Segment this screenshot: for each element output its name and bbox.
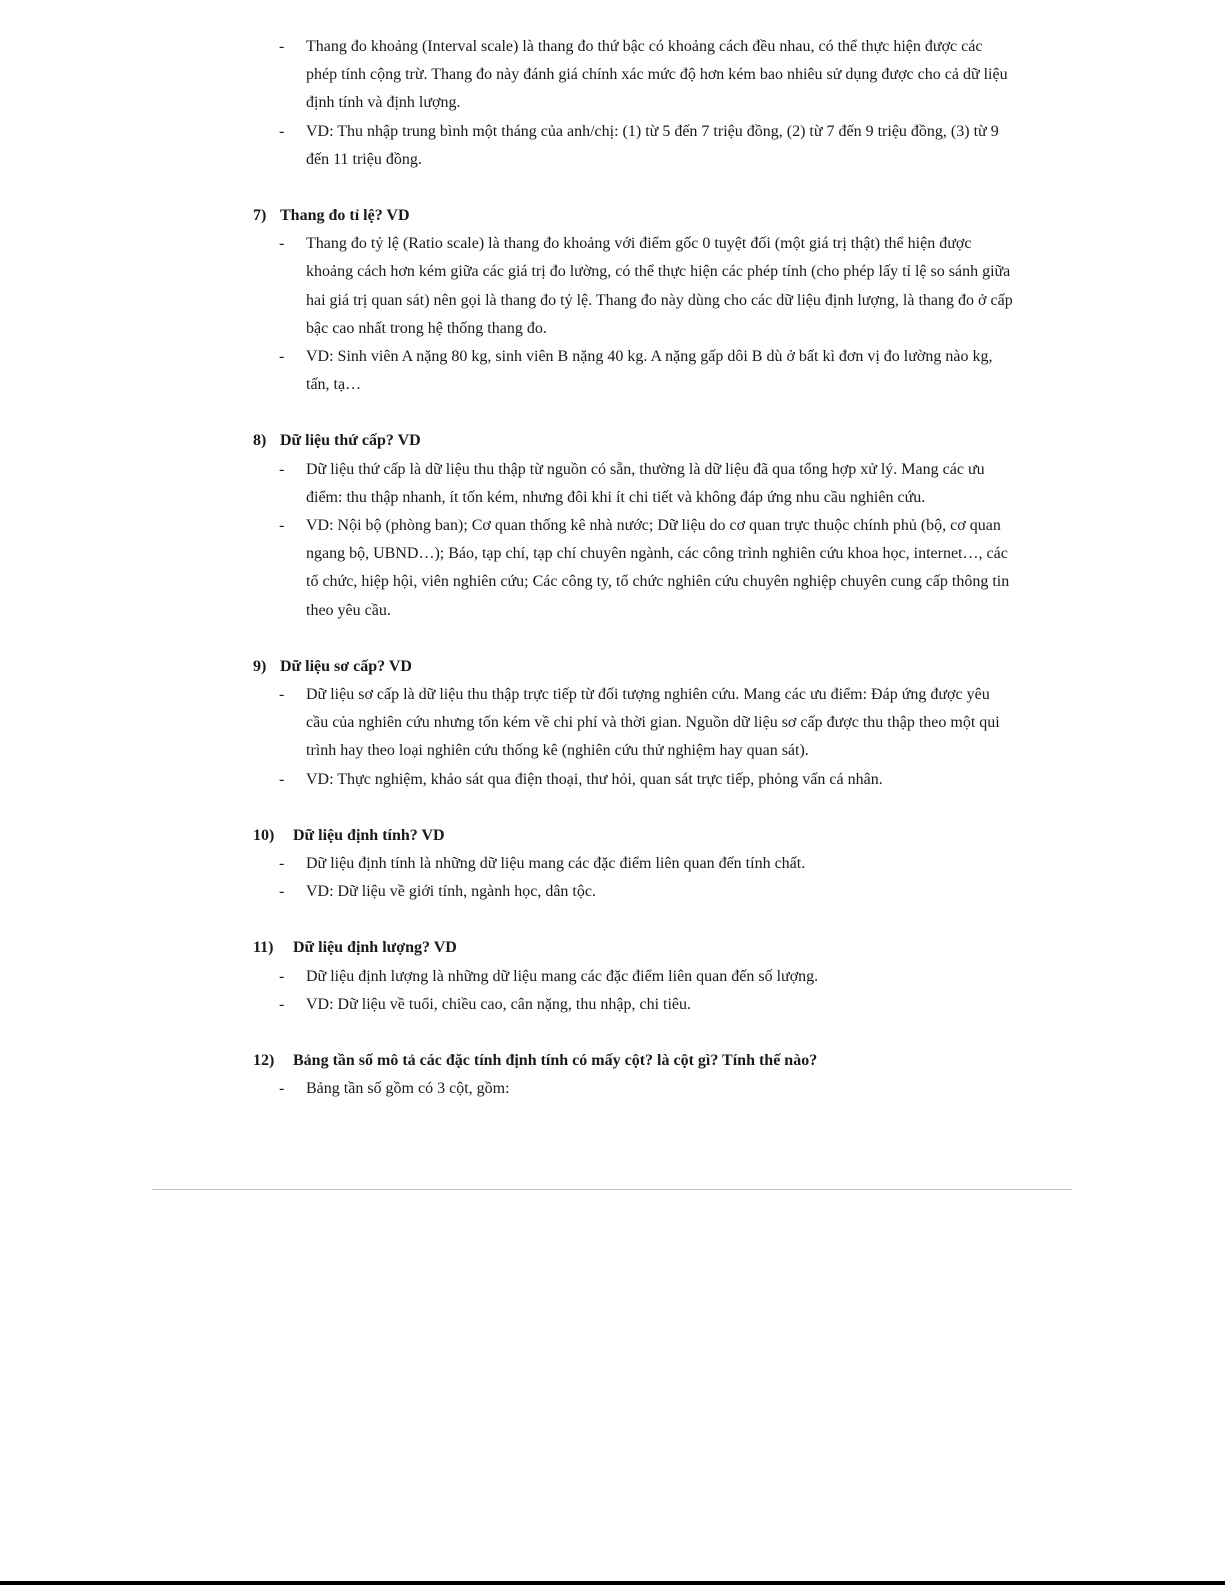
bullet-dash: - <box>279 348 285 366</box>
page-divider <box>152 1189 1072 1190</box>
bullet-text: VD: Dữ liệu về tuổi, chiều cao, cân nặng, thu nhập, chi tiêu. <box>306 995 692 1013</box>
bullet-item <box>253 118 1013 174</box>
bullet-item <box>253 1075 1013 1103</box>
page-content <box>253 33 1013 1104</box>
bullet-text: Thang đo khoảng (Interval scale) là thang đo thứ bậc có khoảng cách đều nhau, có thể thực hiện được các phép tính cộng trừ. Thang đo này đánh giá chính xác mức độ hơn kém bao nhiêu sử dụng được cho cả dữ liệu định tính và định lượng. <box>306 38 1008 112</box>
bullet-text: Thang đo tỷ lệ (Ratio scale) là thang đo khoảng với điểm gốc 0 tuyệt đối (một giá trị thật) thể hiện được khoảng cách hơn kém giữa các giá trị đo lường, có thể thực hiện các phép tính (cho phép lấy tỉ lệ so sánh giữa hai giá trị quan sát) nên gọi là thang đo tỷ lệ. Thang đo này dùng cho các dữ liệu định lượng, là thang đo ở cấp bậc cao nhất trong hệ thống thang đo. <box>306 235 1013 337</box>
section-title: Dữ liệu thứ cấp? VD <box>280 432 421 450</box>
section-heading <box>253 934 1013 962</box>
section-12 <box>253 1047 1013 1103</box>
bullet-item <box>253 681 1013 766</box>
bullet-text: Bảng tần số gồm có 3 cột, gồm: <box>306 1080 510 1098</box>
bullet-dash: - <box>279 995 285 1013</box>
bullet-text: Dữ liệu thứ cấp là dữ liệu thu thập từ nguồn có sẵn, thường là dữ liệu đã qua tổng hợp xử lý. Mang các ưu điểm: thu thập nhanh, ít tốn kém, nhưng đôi khi ít chi tiết và không đáp ứng nhu cầu nghiên cứu. <box>306 460 985 506</box>
section-number: 11) <box>253 939 274 957</box>
section-bullets <box>253 230 1013 399</box>
section-number: 12) <box>253 1052 275 1070</box>
section-title: Dữ liệu sơ cấp? VD <box>280 657 412 675</box>
section-heading <box>253 427 1013 455</box>
bullet-item <box>253 512 1013 625</box>
bullet-text: VD: Nội bộ (phòng ban); Cơ quan thống kê nhà nước; Dữ liệu do cơ quan trực thuộc chính phủ (bộ, cơ quan ngang bộ, UBND…); Báo, tạp chí, tạp chí chuyên ngành, các công trình nghiên cứu khoa học, internet…, các tổ chức, hiệp hội, viên nghiên cứu; Các công ty, tổ chức nghiên cứu chuyên nghiệp chuyên cung cấp thông tin theo yêu cầu. <box>306 517 1010 619</box>
section-bullets <box>253 850 1013 906</box>
section-title: Thang đo tỉ lệ? VD <box>280 207 410 225</box>
bullet-item <box>253 850 1013 878</box>
section-title: Dữ liệu định tính? VD <box>293 826 445 844</box>
section-7 <box>253 202 1013 399</box>
section-heading <box>253 653 1013 681</box>
bullet-text: VD: Dữ liệu về giới tính, ngành học, dân tộc. <box>306 883 596 901</box>
bullet-item <box>253 963 1013 991</box>
bullet-text: VD: Thu nhập trung bình một tháng của anh/chị: (1) từ 5 đến 7 triệu đồng, (2) từ 7 đến 9 triệu đồng, (3) từ 9 đến 11 triệu đồng. <box>306 122 999 168</box>
bullet-dash: - <box>279 686 285 704</box>
continued-bullets <box>253 33 1013 174</box>
section-number: 10) <box>253 826 275 844</box>
bullet-dash: - <box>279 883 285 901</box>
bullet-dash: - <box>279 235 285 253</box>
section-title: Dữ liệu định lượng? VD <box>293 939 457 957</box>
bullet-item <box>253 878 1013 906</box>
bullet-dash: - <box>279 770 285 788</box>
bullet-item <box>253 33 1013 118</box>
section-11 <box>253 934 1013 1019</box>
bullet-text: VD: Thực nghiệm, khảo sát qua điện thoại, thư hỏi, quan sát trực tiếp, phỏng vấn cá nhân. <box>306 770 883 788</box>
bullet-dash: - <box>279 967 285 985</box>
bullet-text: Dữ liệu định tính là những dữ liệu mang các đặc điểm liên quan đến tính chất. <box>306 855 806 873</box>
section-10 <box>253 822 1013 907</box>
bullet-dash: - <box>279 460 285 478</box>
section-8 <box>253 427 1013 624</box>
bullet-dash: - <box>279 855 285 873</box>
bullet-item <box>253 456 1013 512</box>
section-heading <box>253 202 1013 230</box>
section-9 <box>253 653 1013 794</box>
bullet-text: Dữ liệu định lượng là những dữ liệu mang các đặc điểm liên quan đến số lượng. <box>306 967 819 985</box>
bullet-dash: - <box>279 38 285 55</box>
section-heading <box>253 1047 1013 1075</box>
bullet-dash: - <box>279 122 285 140</box>
bullet-text: VD: Sinh viên A nặng 80 kg, sinh viên B nặng 40 kg. A nặng gấp dôi B dù ở bất kì đơn vị đo lường nào kg, tấn, tạ… <box>306 348 993 394</box>
section-bullets <box>253 963 1013 1019</box>
section-bullets <box>253 681 1013 794</box>
bottom-edge-bar <box>0 1581 1225 1585</box>
bullet-item <box>253 766 1013 794</box>
bullet-dash: - <box>279 517 285 535</box>
bullet-item <box>253 991 1013 1019</box>
section-number: 8) <box>253 432 267 450</box>
section-bullets <box>253 1075 1013 1103</box>
bullet-dash: - <box>279 1080 285 1098</box>
section-number: 9) <box>253 657 267 675</box>
bullet-item <box>253 343 1013 399</box>
section-heading <box>253 822 1013 850</box>
section-bullets <box>253 456 1013 625</box>
section-title: Bảng tần số mô tả các đặc tính định tính có mấy cột? là cột gì? Tính thế nào? <box>293 1052 818 1070</box>
bullet-text: Dữ liệu sơ cấp là dữ liệu thu thập trực tiếp từ đối tượng nghiên cứu. Mang các ưu điểm: Đáp ứng được yêu cầu của nghiên cứu nhưng tốn kém về chi phí và thời gian. Nguồn dữ liệu sơ cấp được thu thập theo một qui trình hay theo loại nghiên cứu thống kê (nghiên cứu thử nghiệm hay quan sát). <box>306 686 1000 760</box>
section-number: 7) <box>253 207 267 225</box>
bullet-item <box>253 230 1013 343</box>
